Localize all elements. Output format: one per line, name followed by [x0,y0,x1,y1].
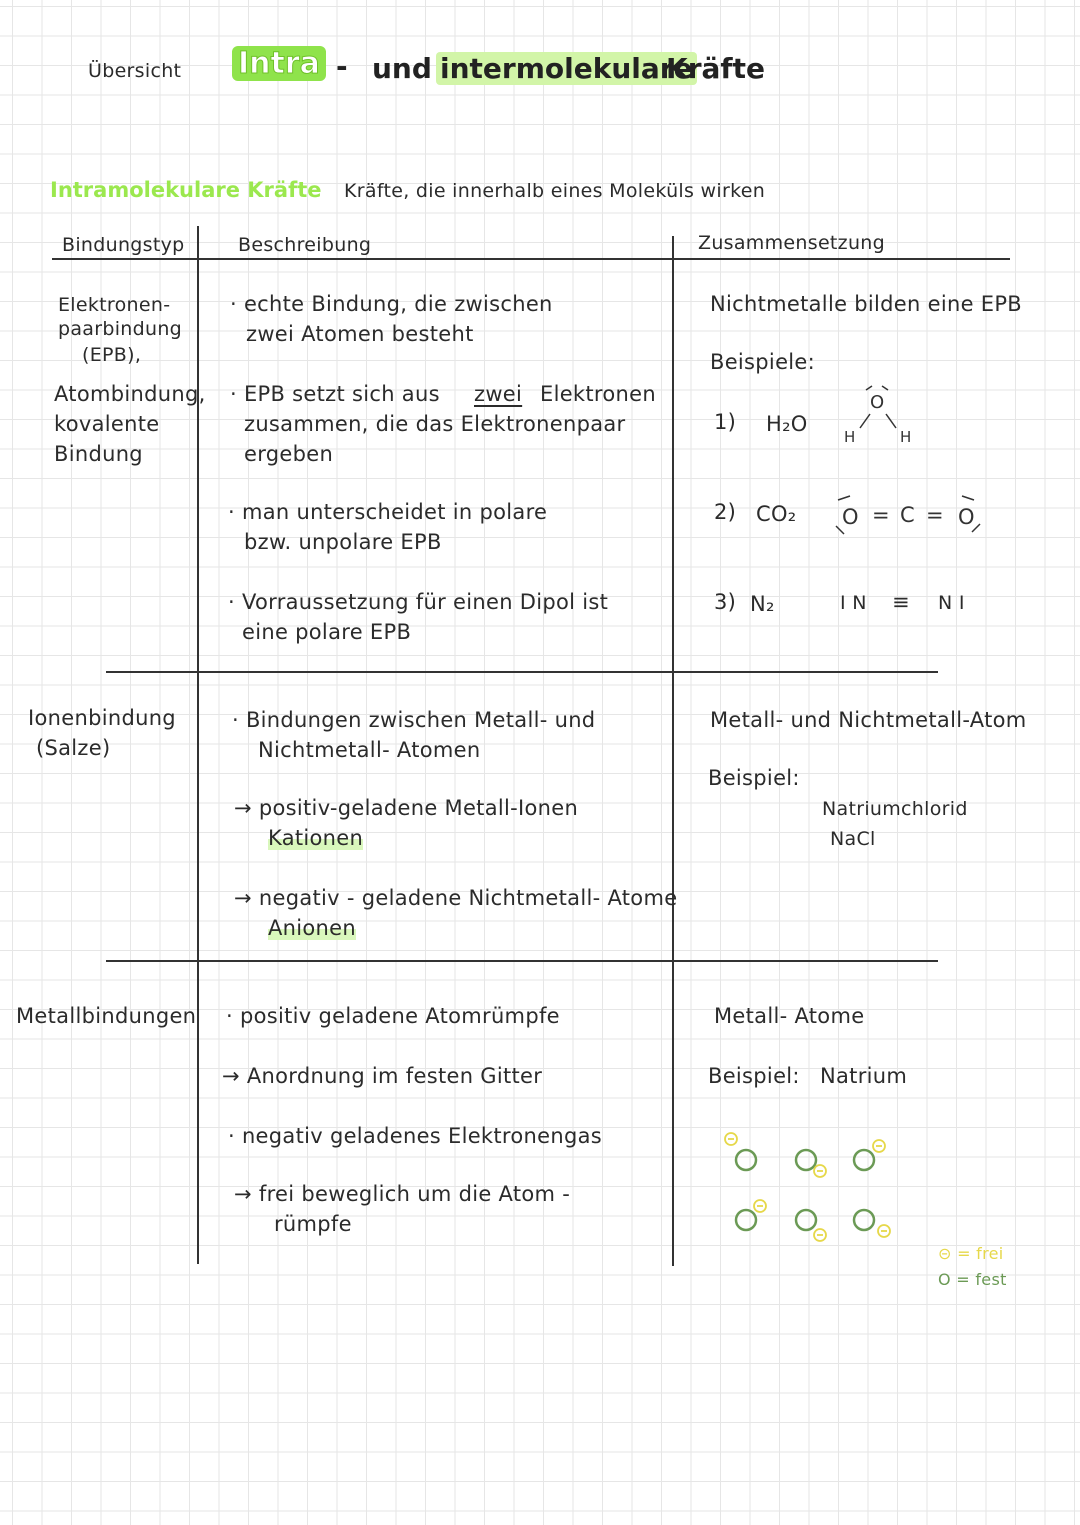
epb-type-line: Elektronen- [58,294,171,316]
epb-type-line: (EPB), [82,344,142,366]
epb-desc-4b: eine polare EPB [242,620,412,644]
epb-desc-3b: bzw. unpolare EPB [244,530,442,554]
epb-desc-3a: · man unterscheidet in polare [228,500,548,524]
title-kraefte: Kräfte [666,52,765,85]
header-rule-type [52,258,198,260]
title-dash: - [336,50,348,83]
epb-desc-2-elektronen: Elektronen [540,382,656,406]
title-und: und [372,52,432,85]
col-header-description: Beschreibung [238,234,372,256]
n2-left: I N [840,592,867,614]
epb-desc-2-zwei: zwei [474,382,523,406]
ionic-desc-3a: → negativ - geladene Nichtmetall- Atome [234,886,678,910]
title-intermolekulare: intermolekulare [436,52,697,85]
epb-desc-2b: zusammen, die das Elektronenpaar [244,412,626,436]
fixed-ion [736,1210,756,1230]
ionic-example-formula: NaCl [830,828,876,850]
co2-oxygen-left: O [842,505,859,529]
metal-composition: Metall- Atome [714,1004,865,1028]
section-title: Intramolekulare Kräfte [50,178,322,202]
section-definition: Kräfte, die innerhalb eines Moleküls wirken [344,180,766,202]
n2-triple-bond: ≡ [892,590,910,614]
example-2-formula: CO₂ [756,502,797,526]
fixed-ion [854,1150,874,1170]
ionic-desc-2a: → positiv-geladene Metall-Ionen [234,796,579,820]
example-3-formula: N₂ [750,592,775,616]
metal-desc-2: → Anordnung im festen Gitter [222,1064,543,1088]
co2-carbon: C [900,503,915,527]
ionic-composition: Metall- und Nichtmetall-Atom [710,708,1027,732]
ionic-example-name: Natriumchlorid [822,798,968,820]
epb-desc-4a: · Vorraussetzung für einen Dipol ist [228,590,609,614]
row-divider-2 [106,960,938,962]
epb-type-line: paarbindung [58,318,183,340]
col-header-type: Bindungstyp [62,234,185,256]
h2o-structure [836,382,920,448]
fixed-ion [854,1210,874,1230]
fixed-ion [736,1150,756,1170]
n2-right: N I [938,592,965,614]
metal-type: Metallbindungen [16,1004,197,1028]
overview-label: Übersicht [88,60,182,82]
epb-type-line: kovalente [54,412,160,436]
header-rule-composition [674,258,1010,260]
ionic-example-label: Beispiel: [708,766,800,790]
metal-lattice-diagram [716,1126,896,1246]
h2o-hydrogen-left: H [844,428,856,446]
epb-type-line: Bindung [54,442,143,466]
col-header-composition: Zusammensetzung [698,232,886,254]
h2o-hydrogen-right: H [900,428,912,446]
example-3-num: 3) [714,590,737,614]
ionic-anions: Anionen [268,916,356,940]
example-2-num: 2) [714,500,737,524]
legend-free: ⊝ = frei [938,1244,1004,1263]
metal-example-label: Beispiel: [708,1064,800,1088]
header-rule-description [198,258,672,260]
co2-double-right: = [926,503,944,527]
example-1-num: 1) [714,410,737,434]
fixed-ion [796,1210,816,1230]
ionic-type-line-1: Ionenbindung [28,706,176,730]
row-divider-1 [106,671,938,673]
metal-example-name: Natrium [820,1064,908,1088]
ionic-desc-1a: · Bindungen zwischen Metall- und [232,708,596,732]
co2-double-left: = [872,503,890,527]
epb-examples-label: Beispiele: [710,350,816,374]
ionic-cations: Kationen [268,826,364,850]
epb-composition: Nichtmetalle bilden eine EPB [710,292,1023,316]
epb-desc-1a: · echte Bindung, die zwischen [230,292,553,316]
intra-highlight: Intra [232,46,326,81]
epb-desc-1b: zwei Atomen besteht [246,322,474,346]
epb-type-line: Atombindung, [54,382,206,406]
h2o-oxygen: O [870,392,885,413]
fixed-ion [796,1150,816,1170]
metal-desc-3: · negativ geladenes Elektronengas [228,1124,603,1148]
metal-desc-4b: rümpfe [274,1212,352,1236]
epb-desc-2a: · EPB setzt sich aus [230,382,440,406]
ionic-type-line-2: (Salze) [36,736,111,760]
legend-fixed: O = fest [938,1270,1007,1289]
column-divider-right [672,236,674,1266]
epb-desc-2c: ergeben [244,442,334,466]
metal-desc-1: · positiv geladene Atomrümpfe [226,1004,560,1028]
co2-structure [832,492,988,540]
co2-oxygen-right: O [958,505,975,529]
ionic-desc-1b: Nichtmetall- Atomen [258,738,481,762]
metal-desc-4a: → frei beweglich um die Atom - [234,1182,571,1206]
example-1-formula: H₂O [766,412,808,436]
